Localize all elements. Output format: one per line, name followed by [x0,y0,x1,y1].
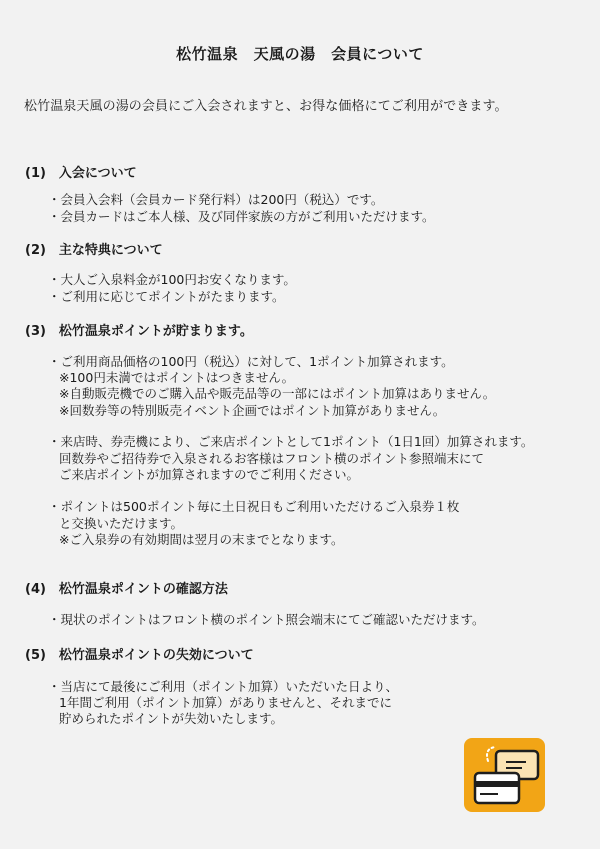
section-3-line: 回数券やご招待券で入泉されるお客様はフロント横のポイント参照端末にて [59,451,485,466]
section-3-note: ※100円未満ではポイントはつきません。 [59,370,295,385]
section-3-note: ※ご入泉券の有効期間は翌月の末までとなります。 [59,532,344,547]
section-5-heading: (5) 松竹温泉ポイントの失効について [25,648,254,663]
section-2-line: ・大人ご入泉料金が100円お安くなります。 [48,272,296,287]
section-2-heading: (2) 主な特典について [25,243,163,258]
section-3-line: と交換いただけます。 [59,516,184,531]
section-5-line: ・当店にて最後にご利用（ポイント加算）いただいた日より、 [48,679,399,694]
section-3-line: ・ご利用商品価格の100円（税込）に対して、1ポイント加算されます。 [48,354,454,369]
member-card-icon [464,738,545,812]
section-1-line: ・会員カードはご本人様、及び同伴家族の方がご利用いただけます。 [48,209,435,224]
section-3-line: ・来店時、券売機により、ご来店ポイントとして1ポイント（1日1回）加算されます。 [48,434,534,449]
section-2-line: ・ご利用に応じてポイントがたまります。 [48,289,285,304]
section-5-line: 貯められたポイントが失効いたします。 [59,711,284,726]
page-title: 松竹温泉 天風の湯 会員について [176,45,424,63]
section-3-note: ※自動販売機でのご購入品や販売品等の一部にはポイント加算はありません。 [59,386,496,401]
section-3-note: ※回数券等の特別販売イベント企画ではポイント加算がありません。 [59,403,446,418]
section-4-heading: (4) 松竹温泉ポイントの確認方法 [25,582,228,597]
section-3-line: ご来店ポイントが加算されますのでご利用ください。 [59,467,360,482]
intro-text: 松竹温泉天風の湯の会員にご入会されますと、お得な価格にてご利用ができます。 [24,99,508,114]
section-4-line: ・現状のポイントはフロント横のポイント照会端末にてご確認いただけます。 [48,612,485,627]
section-1-heading: (1) 入会について [25,166,137,181]
section-3-line: ・ポイントは500ポイント毎に土日祝日もご利用いただけるご入泉券１枚 [48,499,460,514]
section-5-line: 1年間ご利用（ポイント加算）がありませんと、それまでに [59,695,392,710]
section-3-heading: (3) 松竹温泉ポイントが貯まります。 [25,324,253,339]
section-1-line: ・会員入会料（会員カード発行料）は200円（税込）です。 [48,192,384,207]
member-card-icon-graphic [464,738,545,812]
